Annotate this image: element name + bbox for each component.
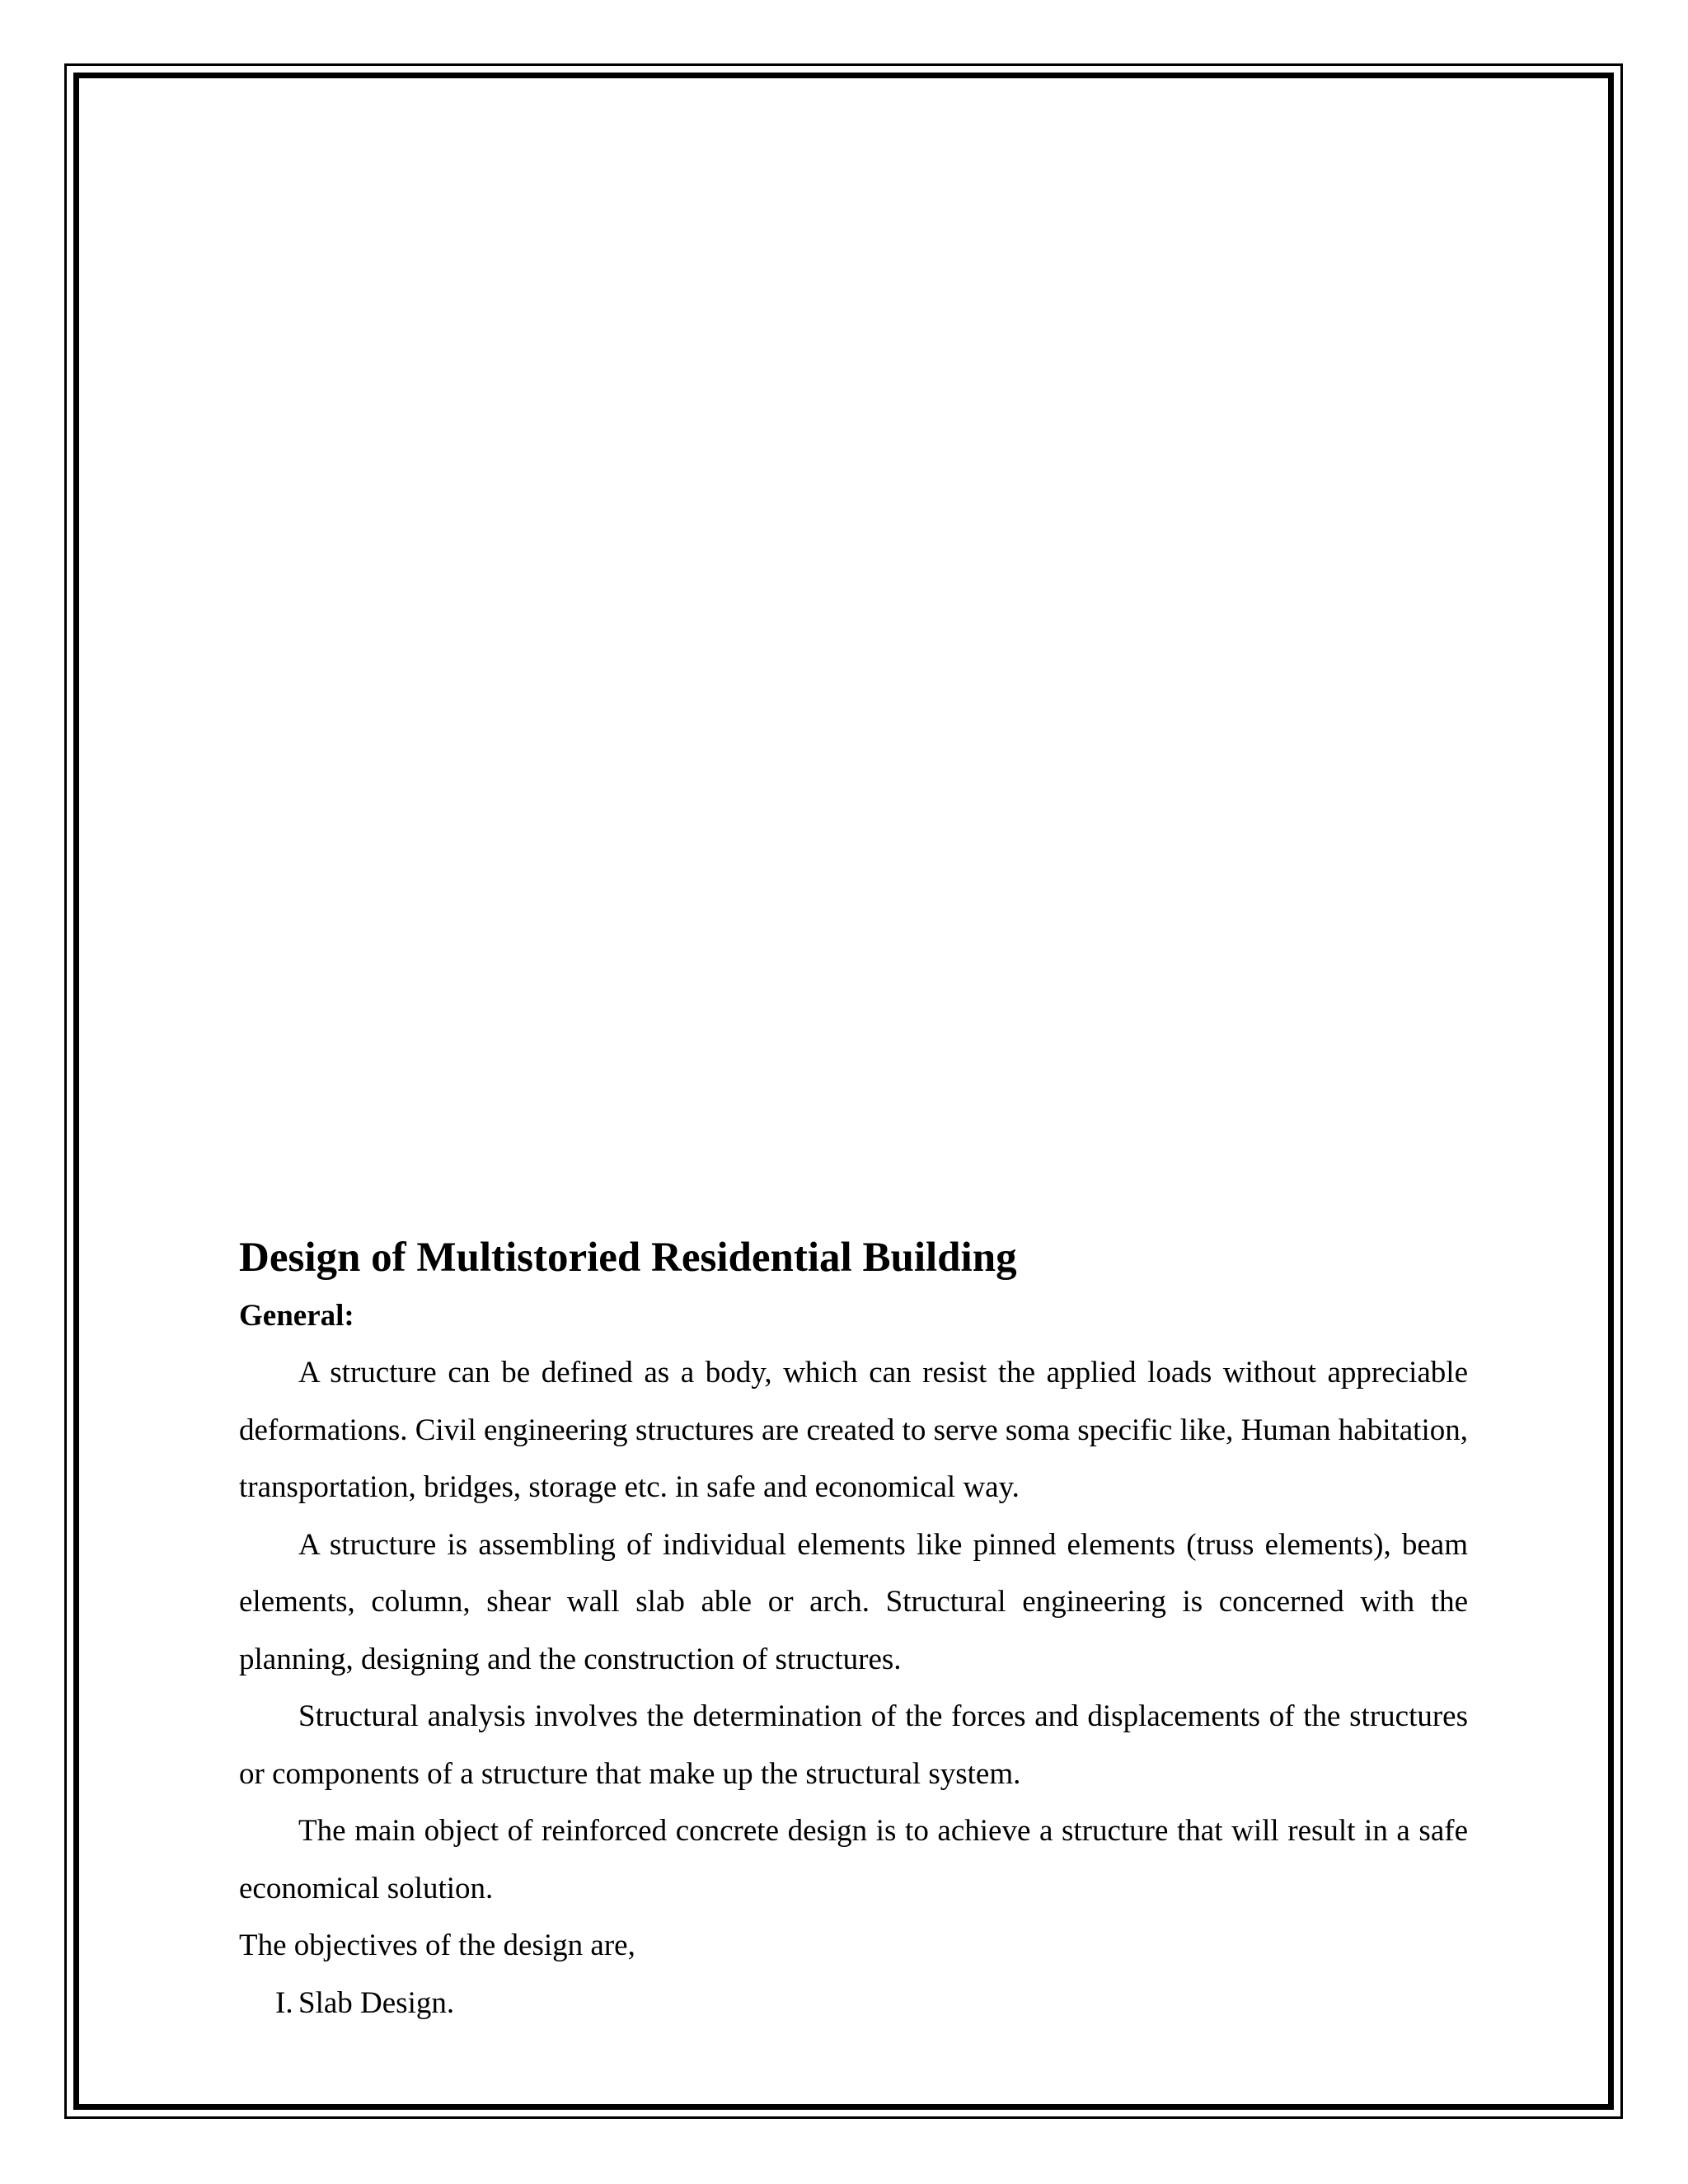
document-title: Design of Multistoried Residential Building <box>239 1235 1017 1281</box>
paragraph: Structural analysis involves the determination of the forces and displacements of the structures or components of a structure that make up the structural system. <box>239 1699 1468 1791</box>
list-item-text: Slab Design. <box>298 1985 455 2020</box>
paragraph: The main object of reinforced concrete design is to achieve a structure that will result in a safe economical solution. <box>239 1814 1468 1905</box>
section-heading-general: General: <box>239 1299 354 1333</box>
document-body <box>239 1228 1468 2032</box>
objectives-list <box>239 1975 1468 2032</box>
paragraph: A structure is assembling of individual elements like pinned elements (truss elements), beam elements, column, shear wall slab able or arch. Structural engineering is concerned with the planning, designing and the construction of structures. <box>239 1527 1468 1676</box>
list-marker: I. <box>275 1985 293 2020</box>
list-item <box>239 1975 1468 2032</box>
objectives-intro: The objectives of the design are, <box>239 1929 635 1962</box>
paragraph: A structure can be defined as a body, which can resist the applied loads without appreciable deformations. Civil engineering structures are created to serve soma specific like, Human habitation, transportation, bridges, storage etc. in safe and economical way. <box>239 1356 1468 1504</box>
